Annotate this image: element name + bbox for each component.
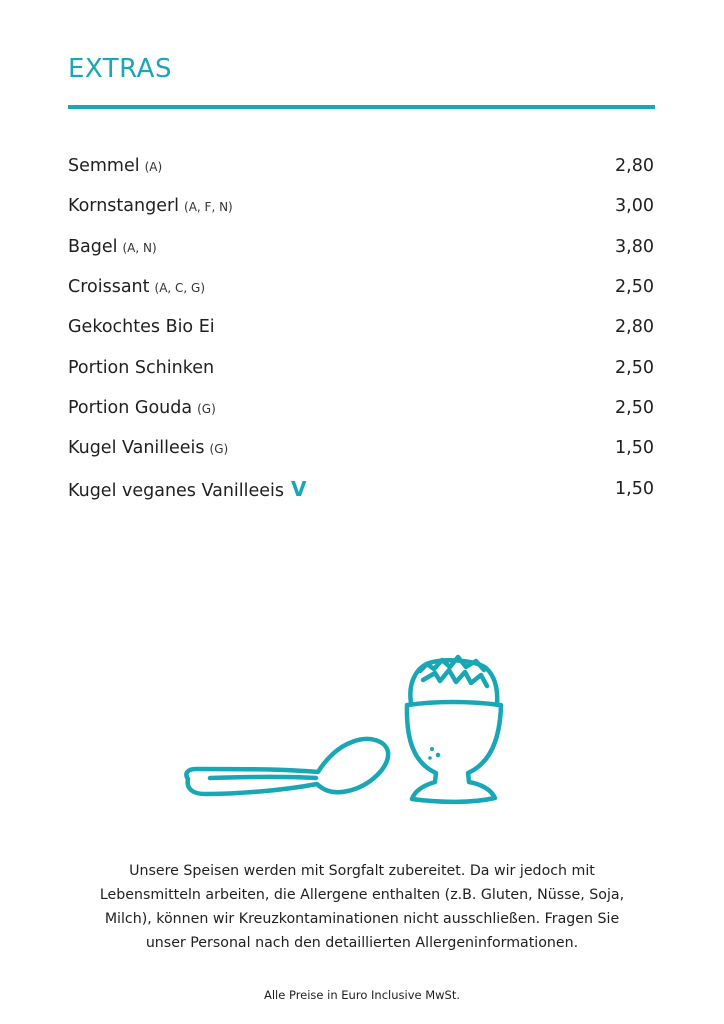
menu-item-name: Bagel <box>68 236 118 257</box>
menu-item-name: Kornstangerl <box>68 196 180 217</box>
menu-item-price: 2,80 <box>615 156 654 177</box>
menu-item-name: Kugel veganes Vanilleeis <box>68 480 285 501</box>
menu-item-name: Portion Gouda <box>68 397 193 418</box>
menu-item <box>68 267 654 307</box>
menu-item-allergens: (G) <box>197 401 216 416</box>
menu-item-price: 3,00 <box>615 196 654 217</box>
menu-item <box>68 227 654 267</box>
price-footnote: Alle Preise in Euro Inclusive MwSt. <box>263 988 461 1002</box>
menu-item-name: Semmel <box>68 156 140 177</box>
menu-item-allergens: (A, C, G) <box>154 281 206 296</box>
allergen-notice <box>60 859 664 955</box>
title-divider <box>68 105 655 109</box>
menu-item-name: Portion Schinken <box>68 357 215 378</box>
menu-item-name: Croissant <box>68 277 150 298</box>
menu-item-price: 3,80 <box>615 236 654 257</box>
menu-item-price: 2,50 <box>615 277 654 298</box>
menu-item-price: 2,50 <box>615 357 654 378</box>
notice-line: Milch), können wir Kreuzkontaminationen nicht ausschließen. Fragen Sie <box>104 911 620 927</box>
menu-item <box>68 146 654 186</box>
menu-item-price: 2,50 <box>615 397 654 418</box>
menu-item <box>68 468 654 508</box>
menu-item-allergens: (G) <box>209 442 229 457</box>
menu-item <box>68 186 654 226</box>
vegan-badge: V <box>291 476 307 501</box>
menu-item-allergens: (A, F, N) <box>184 200 233 215</box>
menu-list <box>68 146 654 509</box>
menu-item-name: Kugel Vanilleeis <box>68 438 205 459</box>
notice-line: Lebensmitteln arbeiten, die Allergene enthalten (z.B. Gluten, Nüsse, Soja, <box>99 887 625 903</box>
menu-item-price: 1,50 <box>615 478 654 499</box>
menu-item <box>68 388 654 428</box>
menu-item <box>68 307 654 347</box>
menu-item-allergens: (A, N) <box>122 240 157 255</box>
page-title: EXTRAS <box>68 54 172 84</box>
notice-line: Unsere Speisen werden mit Sorgfalt zubereitet. Da wir jedoch mit <box>129 863 595 879</box>
menu-item <box>68 347 654 387</box>
egg-cup-and-spoon-icon <box>180 645 520 810</box>
menu-item-price: 1,50 <box>615 438 654 459</box>
menu-item-price: 2,80 <box>615 317 654 338</box>
notice-line: unser Personal nach den detaillierten Allergeninformationen. <box>145 935 579 951</box>
menu-item-allergens: (A) <box>144 160 163 175</box>
menu-item-name: Gekochtes Bio Ei <box>68 317 215 338</box>
menu-item <box>68 428 654 468</box>
